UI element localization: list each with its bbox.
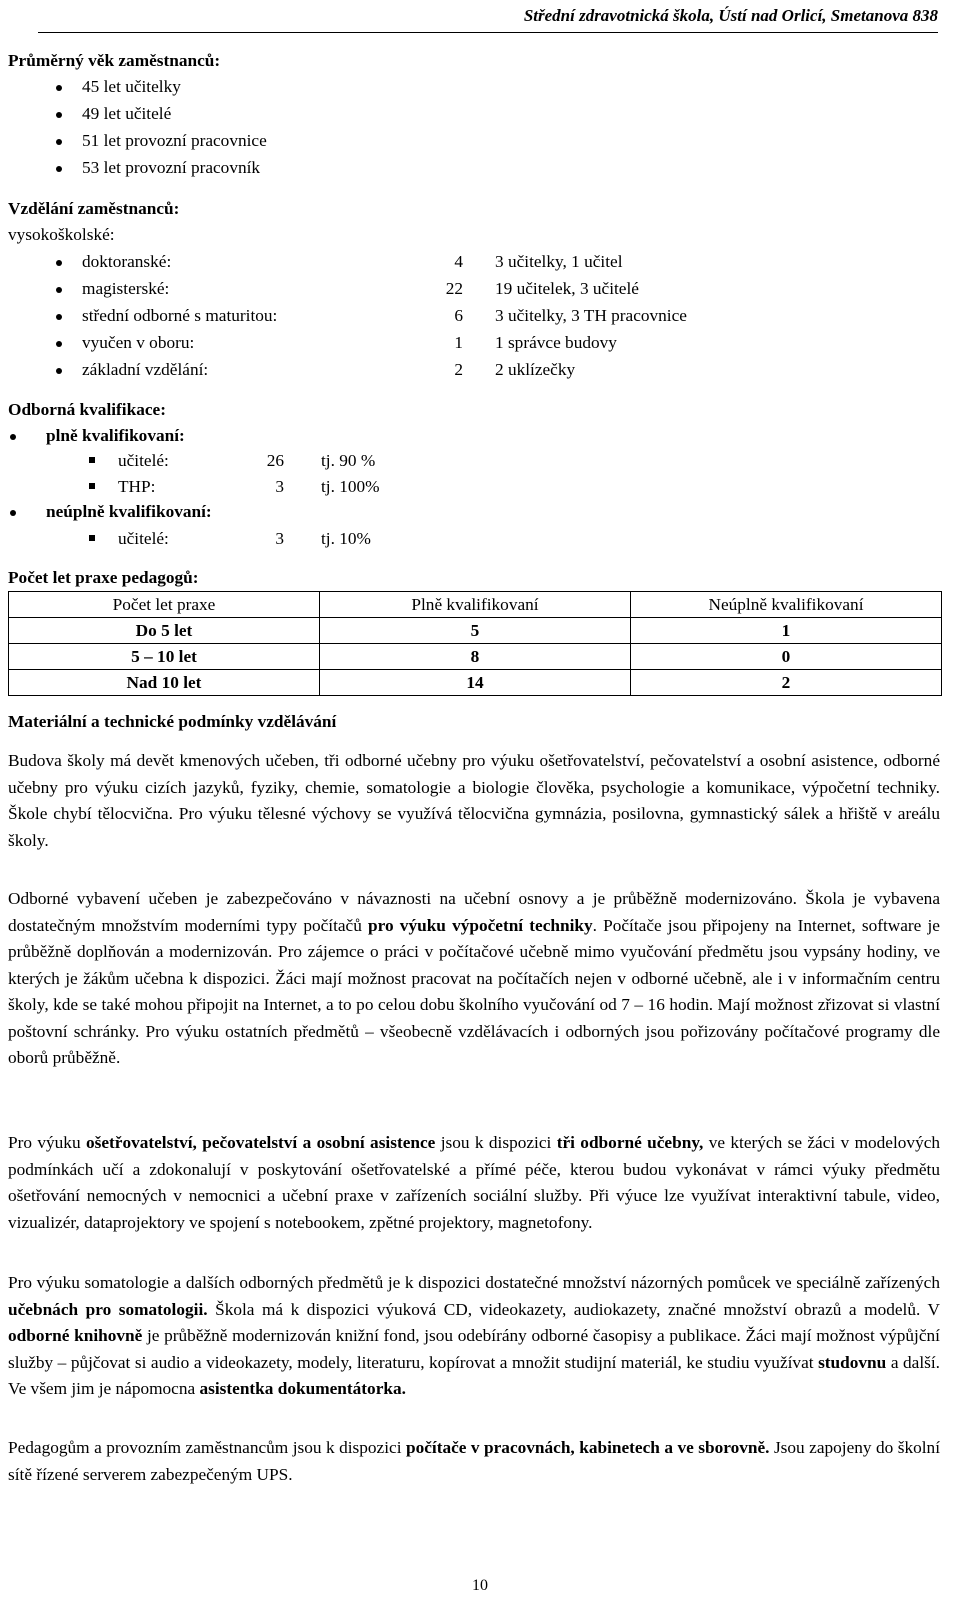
bullet-icon (56, 341, 62, 347)
paragraph-computers: Pedagogům a provozním zaměstnancům jsou k dispozici počítače v pracovnách, kabinetech a ve sborovně. Jsou zapojeny do školní sítě řízené serverem zabezpečeným UPS. (8, 1438, 940, 1484)
education-label: doktoranské: (82, 252, 172, 271)
bullet-icon (56, 368, 62, 374)
praxe-table (8, 591, 942, 696)
paragraph-somatology: Pro výuku somatologie a dalších odborných předmětů je k dispozici dostatečné množství názorných pomůcek ve speciálně zařízených učebnách pro somatologii. Škola má k dispozici výuková CD, videokazety, audiokazety, značné množství obrazů a modelů. V odborné knihovně je průběžně modernizován knižní fond, jsou odebírány odborné časopisy a publikace. Žáci mají možnost výpůjční služby – půjčovat si audio a videokazety, modely, literaturu, kopírovat a množit studijní materiál, ke studiu využívat studovnu a další. Ve všem jim je nápomocna asistentka dokumentátorka. (8, 1273, 940, 1398)
qual-label: učitelé: (118, 451, 169, 470)
material-heading: Materiální a technické podmínky vzdělávání (8, 712, 337, 731)
column-header: Počet let praxe (9, 592, 320, 618)
age-heading: Průměrný věk zaměstnanců: (8, 51, 221, 70)
education-label: střední odborné s maturitou: (82, 306, 278, 325)
education-count: 1 (454, 333, 463, 352)
table-cell: 5 – 10 let (9, 644, 320, 670)
education-label: magisterské: (82, 279, 170, 298)
square-bullet-icon (89, 535, 95, 541)
bullet-icon (10, 510, 16, 516)
table-cell: Nad 10 let (9, 670, 320, 696)
education-count: 2 (454, 360, 463, 379)
table-cell: 8 (320, 644, 631, 670)
table-row (9, 644, 942, 670)
bullet-icon (56, 139, 62, 145)
education-count: 6 (454, 306, 463, 325)
education-count: 22 (445, 279, 463, 298)
education-detail: 1 správce budovy (495, 333, 617, 352)
education-detail: 3 učitelky, 3 TH pracovnice (495, 306, 687, 325)
education-count: 4 (454, 252, 463, 271)
qual-percent: tj. 10% (321, 529, 371, 548)
praxe-heading: Počet let praxe pedagogů: (8, 568, 199, 587)
qual-percent: tj. 90 % (321, 451, 376, 470)
education-label: základní vzdělání: (82, 360, 209, 379)
table-cell: 5 (320, 618, 631, 644)
paragraph-equipment: Odborné vybavení učeben je zabezpečováno v návaznosti na učební osnovy a je průběžně modernizováno. Škola je vybavena dostatečným množstvím moderními typy počítačů pro výuku výpočetní techniky. Počítače jsou připojeny na Internet, software je průběžně doplňován a modernizován. Pro zájemce o práci v počítačové učebně mimo vyučování předmětu jsou vypsány hodiny, ve kterých je žákům učebna k dispozici. Žáci mají možnost pracovat na počítačích nejen v odborné učebně, ale i v informačním centru školy, kde se také mohou připojit na Internet, a to po celou dobu školního vyučování od 7 – 16 hodin. Mají možnost zřizovat si vlastní poštovní schránky. Pro výuku ostatních předmětů – všeobecně vzdělávacích i odborných jsou pořizovány počítačové programy dle oborů průběžně. (8, 889, 940, 1067)
paragraph-nursing: Pro výuku ošetřovatelství, pečovatelství a osobní asistence jsou k dispozici tři odborné učebny, ve kterých se žáci v modelových podmínkách učí a zdokonalují v poskytování ošetřovatelské a přímé péče, kterou budou vykonávat v rámci výuky předmětu ošetřování nemocných v nemocnici a učební praxe v zařízeních sociální služby. Při výuce lze využívat interaktivní tabule, video, vizualizér, dataprojektory ve spojení s notebookem, zpětné projektory, magnetofony. (8, 1133, 941, 1232)
table-cell: 14 (320, 670, 631, 696)
education-heading: Vzdělání zaměstnanců: (8, 199, 180, 218)
qual-label: THP: (118, 477, 156, 496)
square-bullet-icon (89, 483, 95, 489)
paragraph-buildings: Budova školy má devět kmenových učeben, tři odborné učebny pro výuku ošetřovatelství, pečovatelství a osobní asistence, odborné učebny pro výuku cizích jazyků, fyziky, chemie, somatologie a biologie člověka, psychologie a komunikace, výpočetní techniky. Škole chybí tělocvična. Pro výuku tělesné výchovy se využívá tělocvična gymnázia, posilovna, gymnastický sálek a hřiště v areálu školy. (8, 751, 940, 850)
table-cell: 2 (631, 670, 942, 696)
bullet-icon (56, 314, 62, 320)
column-header: Neúplně kvalifikovaní (631, 592, 942, 618)
square-bullet-icon (89, 457, 95, 463)
column-header: Plně kvalifikovaní (320, 592, 631, 618)
education-label: vyučen v oboru: (82, 333, 195, 352)
qual-label: učitelé: (118, 529, 169, 548)
table-cell: Do 5 let (9, 618, 320, 644)
education-sub: vysokoškolské: (8, 225, 115, 244)
table-header-row (9, 592, 942, 618)
table-row (9, 670, 942, 696)
bullet-icon (10, 434, 16, 440)
age-item: 45 let učitelky (82, 77, 181, 96)
table-row (9, 618, 942, 644)
bullet-icon (56, 112, 62, 118)
bullet-icon (56, 287, 62, 293)
full-qualified-label: plně kvalifikovaní: (46, 426, 185, 445)
education-detail: 2 uklízečky (495, 360, 576, 379)
table-cell: 0 (631, 644, 942, 670)
qual-percent: tj. 100% (321, 477, 380, 496)
qual-count: 26 (266, 451, 284, 470)
age-item: 49 let učitelé (82, 104, 172, 123)
bullet-icon (56, 166, 62, 172)
age-item: 51 let provozní pracovnice (82, 131, 267, 150)
page-number: 10 (472, 1577, 488, 1594)
qual-count: 3 (275, 529, 284, 548)
education-detail: 3 učitelky, 1 učitel (495, 252, 623, 271)
table-cell: 1 (631, 618, 942, 644)
page-header: Střední zdravotnická škola, Ústí nad Orlicí, Smetanova 838 (38, 3, 938, 33)
bullet-icon (56, 85, 62, 91)
qualification-heading: Odborná kvalifikace: (8, 400, 166, 419)
bullet-icon (56, 260, 62, 266)
education-detail: 19 učitelek, 3 učitelé (495, 279, 639, 298)
partial-qualified-label: neúplně kvalifikovaní: (46, 502, 212, 521)
qual-count: 3 (275, 477, 284, 496)
age-item: 53 let provozní pracovník (82, 158, 261, 177)
